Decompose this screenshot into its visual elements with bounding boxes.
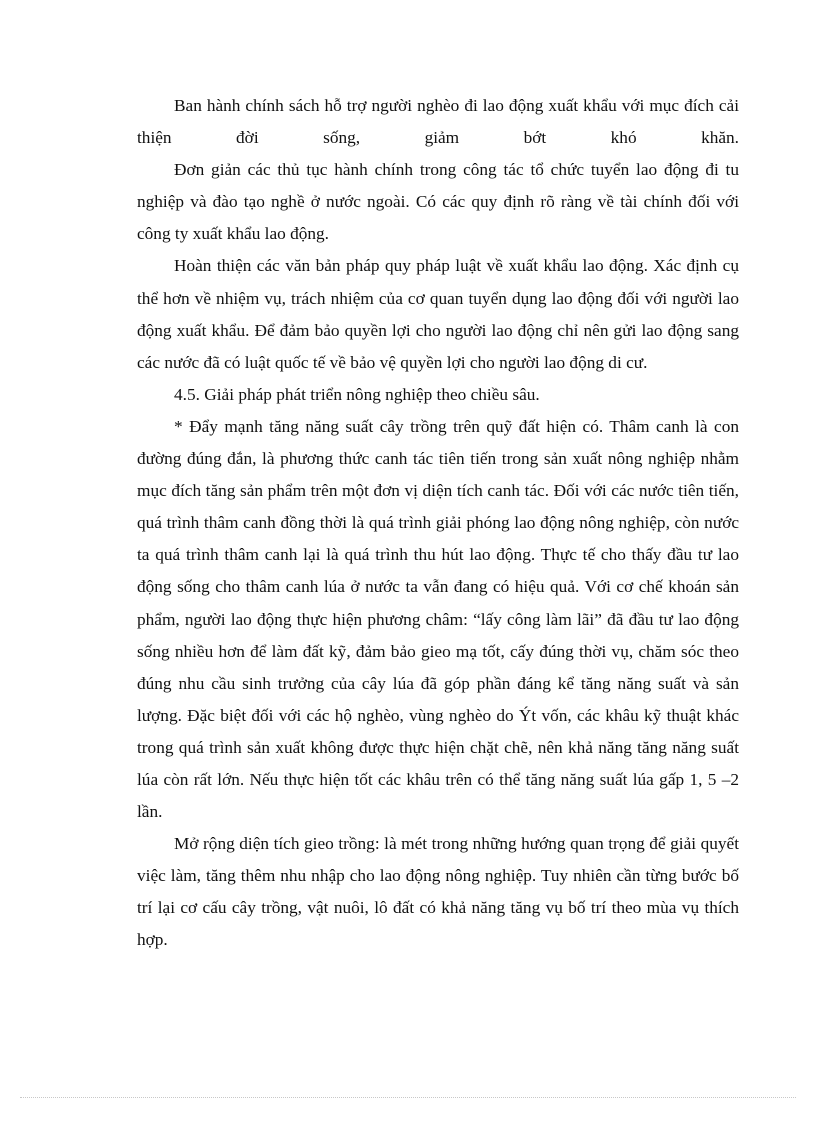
paragraph-expand-cultivation-area: Mở rộng diện tích gieo trồng: là mét trong những hướng quan trọng để giải quyết việc làm, tăng thêm nhu nhập cho lao động nông nghiệp. Tuy nhiên cần từng bước bố trí lại cơ cấu cây trồng, vật nuôi, lô đất có khả năng tăng vụ bố trí theo mùa vụ thích hợp.: [137, 834, 739, 950]
page-bottom-divider: [20, 1097, 796, 1098]
section-heading-4-5: 4.5. Giải pháp phát triển nông nghiệp theo chiều sâu.: [174, 384, 540, 404]
paragraph-administrative-procedures: Đơn giản các thủ tục hành chính trong công tác tổ chức tuyển lao động đi tu nghiệp và đào tạo nghề ở nước ngoài. Có các quy định rõ ràng về tài chính đối với công ty xuất khẩu lao động.: [137, 160, 739, 244]
document-body: [137, 90, 739, 957]
paragraph-legal-documents: Hoàn thiện các văn bản pháp quy pháp luật về xuất khẩu lao động. Xác định cụ thể hơn về nhiệm vụ, trách nhiệm của cơ quan tuyển dụng lao động đối với người lao động xuất khẩu. Để đảm bảo quyền lợi cho người lao động chỉ nên gửi lao động sang các nước đã có luật quốc tế về bảo vệ quyền lợi cho người lao động di cư.: [137, 256, 739, 372]
paragraph-intensive-farming: * Đẩy mạnh tăng năng suất cây trồng trên quỹ đất hiện có. Thâm canh là con đường đúng đắn, là phương thức canh tác tiên tiến trong sản xuất nông nghiệp nhằm mục đích tăng sản phẩm trên một đơn vị diện tích canh tác. Đối với các nước tiên tiến, quá trình thâm canh đồng thời là quá trình giải phóng lao động nông nghiệp, còn nước ta quá trình thâm canh lại là quá trình thu hút lao động. Thực tế cho thấy đầu tư lao động sống cho thâm canh lúa ở nước ta vẫn đang có hiệu quả. Với cơ chế khoán sản phẩm, người lao động thực hiện phương châm: “lấy công làm lãi” đã đầu tư lao động sống nhiều hơn để làm đất kỹ, đảm bảo gieo mạ tốt, cấy đúng thời vụ, chăm sóc theo đúng nhu cầu sinh trưởng của cây lúa đã góp phần đáng kể tăng năng suất và sản lượng. Đặc biệt đối với các hộ nghèo, vùng nghèo do Ýt vốn, các khâu kỹ thuật khác trong quá trình sản xuất không được thực hiện chặt chẽ, nên khả năng tăng năng suất lúa còn rất lớn. Nếu thực hiện tốt các khâu trên có thể tăng năng suất lúa gấp 1, 5 –2 lần.: [137, 416, 739, 822]
paragraph-poverty-labor-export-policy: Ban hành chính sách hỗ trợ người nghèo đi lao động xuất khẩu với mục đích cải thiện đời sống, giảm bớt khó khăn.: [137, 96, 739, 148]
